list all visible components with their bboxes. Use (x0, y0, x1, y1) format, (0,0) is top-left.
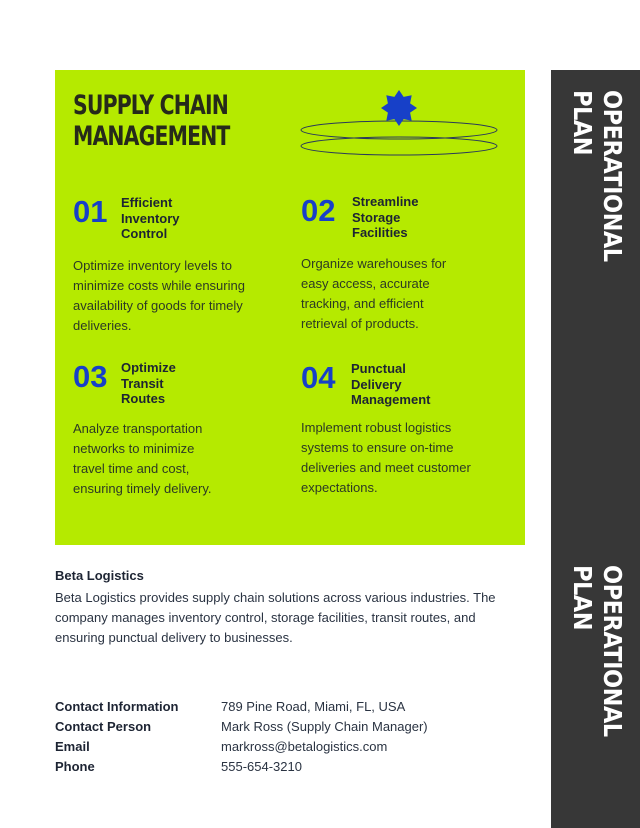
contact-row-phone (55, 757, 525, 777)
item-number: 02 (301, 193, 336, 228)
item-title: Punctual Delivery Management (351, 361, 431, 407)
contact-row-person (55, 717, 525, 737)
contact-value: Mark Ross (Supply Chain Manager) (221, 719, 428, 734)
star-with-orbit-rings-icon (299, 88, 503, 160)
item-title: Optimize Transit Routes (121, 360, 176, 406)
contact-row-information (55, 697, 525, 717)
item-efficient-inventory-control (73, 195, 273, 336)
item-title: Streamline Storage Facilities (352, 194, 419, 240)
item-optimize-transit-routes (73, 360, 273, 499)
sidebar-band (551, 70, 640, 828)
contact-label: Phone (55, 759, 95, 774)
company-name: Beta Logistics (55, 568, 144, 583)
supply-chain-panel (55, 70, 525, 545)
item-description: Analyze transportation networks to minimize travel time and cost, ensuring timely delivery. (73, 420, 212, 497)
item-number: 04 (301, 360, 336, 395)
item-title: Efficient Inventory Control (121, 195, 180, 241)
contact-value: 555-654-3210 (221, 759, 302, 774)
item-number: 03 (73, 359, 108, 394)
contact-label: Email (55, 739, 90, 754)
title-line-2: MANAGEMENT (73, 121, 230, 152)
sidebar-label-bottom: OPERATIONAL PLAN (568, 565, 627, 737)
contact-label: Contact Person (55, 719, 152, 734)
contact-label: Contact Information (55, 699, 179, 714)
contact-value: 789 Pine Road, Miami, FL, USA (221, 699, 406, 714)
title-line-1: SUPPLY CHAIN (73, 90, 228, 121)
company-section (55, 567, 525, 648)
item-description: Implement robust logistics systems to ensure on-time deliveries and meet customer expectations. (301, 419, 471, 496)
contact-row-email (55, 737, 525, 757)
page-title (73, 90, 241, 152)
item-description: Organize warehouses for easy access, accurate tracking, and efficient retrieval of products. (301, 255, 447, 332)
sidebar-label-top: OPERATIONAL PLAN (568, 90, 627, 262)
contact-table (55, 697, 525, 777)
item-streamline-storage-facilities (301, 194, 511, 334)
contact-email-link[interactable]: markross@betalogistics.com (221, 739, 388, 754)
item-description: Optimize inventory levels to minimize costs while ensuring availability of goods for timely deliveries. (73, 257, 245, 334)
company-description: Beta Logistics provides supply chain solutions across various industries. The company manages inventory control, storage facilities, transit routes, and ensuring punctual delivery to businesses. (55, 590, 496, 645)
item-number: 01 (73, 194, 108, 229)
item-punctual-delivery-management (301, 361, 511, 498)
